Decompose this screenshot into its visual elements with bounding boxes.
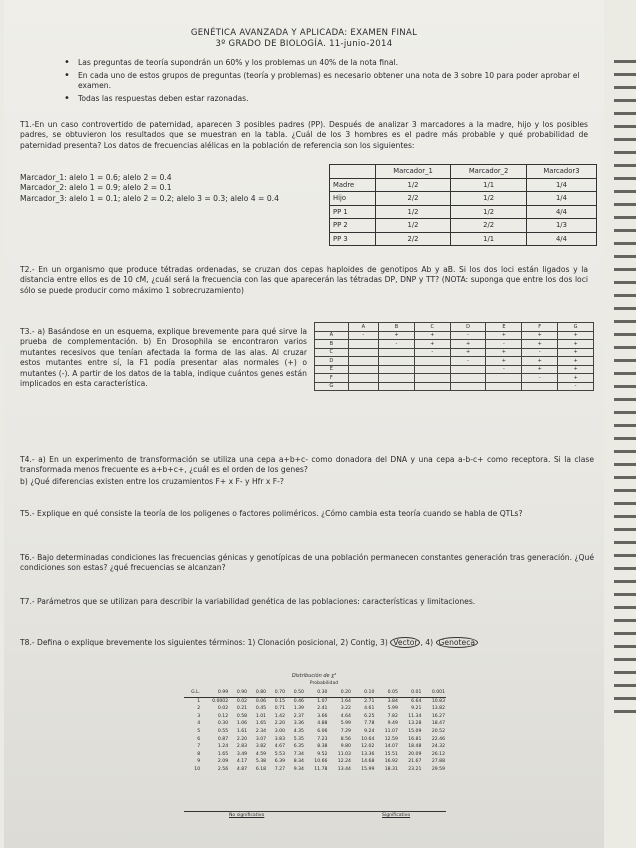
chi-value-cell: 18.47 (431, 721, 445, 727)
complementation-cell (522, 382, 558, 391)
paternity-cell: 1/4 (526, 178, 596, 192)
complementation-cell: + (486, 357, 522, 366)
complementation-row-label: C (315, 348, 349, 357)
chi-row (184, 728, 446, 736)
paternity-row (330, 232, 597, 246)
chi-row (184, 758, 446, 766)
complementation-cell: + (558, 340, 594, 349)
complementation-header-cell: C (414, 323, 450, 332)
complementation-row-label: E (315, 365, 349, 374)
complementation-row (315, 374, 594, 383)
t8-prefix: T8.- Defina o explique brevemente los siguientes términos: 1) Clonación posicional, 2) Contig, 3) (20, 638, 391, 647)
chi-df-cell: 8 (197, 751, 201, 757)
allele-frequencies (20, 173, 305, 204)
paternity-cell: 1/3 (526, 219, 596, 233)
chi-row (184, 720, 446, 728)
chi-value-cell: 9.34 (293, 766, 304, 772)
chi-df-cell: 3 (197, 713, 201, 719)
question-t2-text: T2.- En un organismo que produce tétradas ordenadas, se cruzan dos cepas haploides de genotipos Ab y aB. Si los dos loci están ligados y la distancia entre ellos es de 10 cM, ¿cuál será la frecuencia con las que aparecerán las tétradas DP, DNP y TT? (NOTA: suponga que entre los dos loci sólo se puede producir como máximo 1 sobrecruzamiento) (20, 265, 588, 295)
chi-row (184, 766, 446, 774)
chi-value-cell: 16.27 (431, 713, 445, 719)
complementation-header-row (315, 323, 594, 332)
chi-value-cell: 15.99 (361, 766, 375, 772)
chi-value-cell: 26.12 (431, 751, 445, 757)
complementation-row-label: G (315, 382, 349, 391)
chi-value-cell: 9.49 (387, 721, 398, 727)
complementation-cell (414, 357, 450, 366)
header-marker-2: Marcador_2 (451, 165, 527, 179)
complementation-cell: - (522, 348, 558, 357)
chi-value-cell: 13.28 (408, 721, 422, 727)
chi-value-cell: 0.15 (274, 698, 285, 704)
header-marker-1: Marcador_1 (375, 165, 451, 179)
paternity-cell: 1/2 (375, 219, 451, 233)
complementation-row (315, 365, 594, 374)
chi-header-cell: G.L. (184, 689, 201, 697)
chi-value-cell: 0.02 (217, 706, 229, 712)
chi-value-cell: 12.59 (384, 736, 398, 742)
t8-separator: , 4) (420, 638, 436, 647)
complementation-cell: + (414, 331, 450, 340)
complementation-cell: + (379, 331, 415, 340)
paternity-row (330, 192, 597, 206)
chi-value-cell: 6.64 (411, 698, 422, 704)
complementation-cell: - (486, 340, 522, 349)
chi-value-cell: 2.20 (274, 721, 285, 727)
complementation-cell (348, 374, 378, 383)
t8-term-vector-circled: Vector (390, 637, 420, 648)
paternity-row-label: Madre (330, 178, 376, 192)
chi-header-cell: 0.01 (399, 689, 422, 697)
question-t1-text: T1.-En un caso controvertido de paternidad, aparecen 3 posibles padres (PP). Después de analizar 3 marcadores a la madre, hijo y los posibles padres, se obtuvieron los resultados que se muestran en la tabla. ¿Cuál de los 3 hombres es el padre más probable y qué probabilidad de paternidad presenta? Los datos de frecuencias alélicas en la población de referencia son los siguientes: (20, 120, 588, 150)
complementation-cell: + (522, 340, 558, 349)
chi-value-cell: 4.67 (274, 744, 285, 750)
chi-value-cell: 6.06 (317, 728, 328, 734)
paternity-header-row (330, 165, 597, 179)
question-t6-text: T6.- Bajo determinadas condiciones las frecuencias génicas y genotípicas de una población permanecen constantes generación tras generación. ¿Qué condiciones son estas? ¿qué frecuencias se alcanzan? (20, 553, 594, 573)
header-blank (330, 165, 376, 179)
chi-header-cell: 0.05 (375, 689, 398, 697)
chi-header-cell: 0.50 (286, 689, 305, 697)
chi-value-cell: 5.99 (340, 721, 351, 727)
chi-value-cell: 10.64 (361, 736, 375, 742)
chi-value-cell: 2.20 (236, 736, 248, 742)
chi-value-cell: 3.66 (317, 713, 328, 719)
chi-value-cell: 1.06 (236, 721, 248, 727)
exam-sheet (4, 0, 604, 848)
paternity-cell: 1/1 (451, 232, 527, 246)
chi-row (184, 743, 446, 751)
paternity-row-label: PP 1 (330, 205, 376, 219)
complementation-row (315, 348, 594, 357)
instruction-1: • Las preguntas de teoría supondrán un 60% y los problemas un 40% de la nota final. (64, 58, 583, 68)
complementation-cell (414, 365, 450, 374)
chi-value-cell: 3.84 (387, 698, 398, 704)
chi-value-cell: 20.09 (408, 751, 422, 757)
complementation-cell: + (558, 331, 594, 340)
chi-value-cell: 23.21 (408, 766, 422, 772)
chi-value-cell: 14.07 (384, 744, 398, 750)
chi-value-cell: 13.36 (361, 751, 375, 757)
chi-row (184, 713, 446, 721)
complementation-cell: + (414, 340, 450, 349)
chi-value-cell: 9.21 (411, 706, 422, 712)
complementation-row (315, 382, 594, 391)
chi-value-cell: 3.22 (340, 706, 351, 712)
chi-table-title: Distribución de χ² (291, 673, 337, 679)
notebook-spiral-edge (614, 60, 636, 720)
instruction-3: • Todas las respuestas deben estar razonadas. (64, 94, 583, 104)
chi-footer-not-significant: No significativo (229, 813, 265, 818)
chi-df-cell: 7 (197, 744, 201, 750)
chi-value-cell: 3.00 (274, 728, 285, 734)
question-t8-text (20, 638, 604, 648)
complementation-cell (379, 348, 415, 357)
complementation-header-cell: B (379, 323, 415, 332)
chi-value-cell: 22.46 (431, 736, 445, 742)
chi-value-cell: 5.35 (293, 736, 304, 742)
complementation-cell (379, 382, 415, 391)
complementation-cell: + (450, 348, 486, 357)
complementation-cell (450, 365, 486, 374)
chi-row (184, 705, 446, 713)
question-t3-text: T3.- a) Basándose en un esquema, explique brevemente para qué sirve la prueba de complementación. b) En Drosophila se encontraron varios mutantes recesivos que tenían afectada la forma de las alas. Al cruzar estos mutantes entre sí, la F1 podía presentar alas normales (+) o mutantes (-). A partir de los datos de la tabla, indique cuántos genes están implicados en esta característica. (20, 327, 307, 389)
chi-value-cell: 14.68 (361, 759, 375, 765)
chi-df-cell: 4 (197, 721, 201, 727)
chi-value-cell: 3.49 (236, 751, 248, 757)
paternity-cell: 1/2 (375, 205, 451, 219)
chi-footer-significant: Significativo (382, 813, 411, 818)
complementation-cell (348, 382, 378, 391)
chi-value-cell: 11.07 (384, 728, 398, 734)
chi-value-cell: 6.25 (364, 713, 375, 719)
chi-value-cell: 9.24 (364, 728, 375, 734)
freq-marker-3: Marcador_3: alelo 1 = 0.1; alelo 2 = 0.2; alelo 3 = 0.3; alelo 4 = 0.4 (20, 193, 279, 203)
complementation-cell: + (558, 348, 594, 357)
chi-header-cell: 0.80 (248, 689, 267, 697)
chi-value-cell: 4.35 (293, 728, 304, 734)
complementation-cell: + (486, 331, 522, 340)
complementation-cell (414, 382, 450, 391)
complementation-row (315, 331, 594, 340)
complementation-cell (348, 357, 378, 366)
header-marker-3: Marcador3 (526, 165, 596, 179)
chi-prob-label: Probabilidad (309, 681, 339, 686)
complementation-cell (348, 365, 378, 374)
chi-value-cell: 12.02 (361, 744, 375, 750)
chi-value-cell: 2.83 (236, 744, 248, 750)
chi-value-cell: 6.39 (274, 759, 285, 765)
chi-value-cell: 29.59 (431, 766, 445, 772)
chi-value-cell: 1.61 (236, 728, 248, 734)
chi-value-cell: 2.37 (293, 713, 304, 719)
chi-value-cell: 10.66 (314, 759, 328, 765)
chi-value-cell: 2.34 (255, 728, 267, 734)
chi-header-cell: 0.10 (352, 689, 375, 697)
chi-value-cell: 1.24 (217, 744, 229, 750)
chi-value-cell: 4.61 (364, 706, 375, 712)
complementation-cell: - (450, 331, 486, 340)
complementation-row-label: F (315, 374, 349, 383)
chi-df-cell: 2 (197, 706, 201, 712)
complementation-cell: - (558, 382, 594, 391)
complementation-cell (450, 374, 486, 383)
chi-df-cell: 6 (197, 736, 201, 742)
chi-value-cell: 5.53 (274, 751, 285, 757)
paternity-cell: 1/2 (451, 205, 527, 219)
chi-value-cell: 0.21 (236, 706, 248, 712)
complementation-row-label: B (315, 340, 349, 349)
chi-header-cell: 0.99 (201, 689, 229, 697)
paternity-row (330, 205, 597, 219)
chi-value-cell: 15.51 (384, 751, 398, 757)
complementation-cell: - (450, 357, 486, 366)
chi-value-cell: 27.88 (431, 759, 445, 765)
chi-header-cell: 0.30 (305, 689, 328, 697)
chi-value-cell: 0.55 (217, 728, 229, 734)
chi-value-cell: 5.38 (255, 759, 267, 765)
instruction-2: • En cada uno de estos grupos de preguntas (teoría y problemas) es necesario obtener una nota de 3 sobre 10 para poder aprobar el examen. (64, 71, 583, 92)
complementation-table (314, 322, 594, 391)
paternity-row-label: Hijo (330, 192, 376, 206)
complementation-cell (450, 382, 486, 391)
exam-title: GENÉTICA AVANZADA Y APLICADA: EXAMEN FINAL (190, 28, 418, 38)
chi-value-cell: 4.59 (255, 751, 267, 757)
chi-value-cell: 1.65 (255, 721, 267, 727)
chi-value-cell: 0.46 (293, 698, 304, 704)
chi-value-cell: 1.64 (340, 698, 351, 704)
chi-header-row (184, 689, 446, 697)
paternity-cell: 2/2 (451, 219, 527, 233)
chi-footer-divider (184, 811, 446, 812)
chi-df-cell: 9 (197, 759, 201, 765)
paternity-cell: 1/4 (526, 192, 596, 206)
t8-term-genoteca-circled: Genoteca (436, 637, 479, 648)
complementation-cell (379, 365, 415, 374)
complementation-cell (486, 374, 522, 383)
complementation-cell (348, 340, 378, 349)
chi-value-cell: 8.56 (340, 736, 351, 742)
chi-value-cell: 9.80 (340, 744, 351, 750)
chi-value-cell: 7.27 (274, 766, 285, 772)
complementation-cell: - (379, 340, 415, 349)
paternity-row (330, 219, 597, 233)
chi-header-cell: 0.90 (229, 689, 248, 697)
chi-value-cell: 0.71 (274, 706, 285, 712)
chi-value-cell: 16.92 (384, 759, 398, 765)
chi-header-cell: 0.70 (267, 689, 286, 697)
chi-value-cell: 11.78 (314, 766, 328, 772)
chi-value-cell: 1.07 (317, 698, 328, 704)
complementation-row (315, 340, 594, 349)
complementation-header-cell: D (450, 323, 486, 332)
chi-value-cell: 1.01 (255, 713, 267, 719)
complementation-header-cell: F (522, 323, 558, 332)
complementation-cell: + (558, 365, 594, 374)
complementation-header-cell (315, 323, 349, 332)
chi-value-cell: 2.41 (317, 706, 328, 712)
complementation-cell: - (348, 331, 378, 340)
complementation-cell (486, 382, 522, 391)
paternity-row-label: PP 3 (330, 232, 376, 246)
chi-value-cell: 0.0002 (212, 698, 229, 704)
complementation-cell (414, 374, 450, 383)
chi-value-cell: 7.29 (340, 728, 351, 734)
question-t5-text: T5.- Explique en qué consiste la teoría de los poligenes o factores poliméricos. ¿Cómo cambia esta teoría cuando se habla de QTLs? (20, 509, 523, 518)
complementation-cell: + (522, 365, 558, 374)
chi-value-cell: 18.48 (408, 744, 422, 750)
chi-header-cell: 0.001 (422, 689, 446, 697)
chi-value-cell: 8.34 (293, 759, 304, 765)
chi-value-cell: 16.81 (408, 736, 422, 742)
complementation-cell: + (486, 348, 522, 357)
complementation-row (315, 357, 594, 366)
chi-df-cell: 10 (194, 766, 201, 772)
chi-value-cell: 2.09 (217, 759, 229, 765)
freq-marker-1: Marcador_1: alelo 1 = 0.6; alelo 2 = 0.4 (20, 173, 172, 182)
chi-value-cell: 3.07 (255, 736, 267, 742)
chi-value-cell: 9.52 (317, 751, 328, 757)
complementation-cell: + (522, 357, 558, 366)
chi-row (184, 697, 446, 705)
question-t7-text: T7.- Parámetros que se utilizan para describir la variabilidad genética de las poblaciones: características y limitaciones. (20, 597, 476, 606)
complementation-cell: - (414, 348, 450, 357)
complementation-header-cell: E (486, 323, 522, 332)
complementation-cell: + (558, 357, 594, 366)
chi-value-cell: 1.65 (217, 751, 229, 757)
paternity-cell: 2/2 (375, 232, 451, 246)
chi-value-cell: 13.82 (431, 706, 445, 712)
chi-value-cell: 3.83 (274, 736, 285, 742)
chi-value-cell: 18.31 (384, 766, 398, 772)
chi-row (184, 751, 446, 759)
complementation-row-label: A (315, 331, 349, 340)
chi-value-cell: 7.34 (293, 751, 304, 757)
complementation-cell: - (486, 365, 522, 374)
question-t4b-text: b) ¿Qué diferencias existen entre los cruzamientos F+ x F- y Hfr x F-? (20, 477, 284, 486)
chi-value-cell: 10.83 (431, 698, 445, 704)
chi-value-cell: 5.99 (387, 706, 398, 712)
chi-value-cell: 0.12 (217, 713, 229, 719)
chi-df-cell: 1 (197, 698, 201, 704)
chi-value-cell: 7.78 (364, 721, 375, 727)
chi-value-cell: 12.24 (337, 759, 351, 765)
complementation-header-cell: G (558, 323, 594, 332)
chi-value-cell: 0.87 (217, 736, 229, 742)
chi-value-cell: 7.82 (387, 713, 398, 719)
chi-value-cell: 7.23 (317, 736, 328, 742)
paternity-row (330, 178, 597, 192)
complementation-cell: + (522, 331, 558, 340)
chi-value-cell: 2.56 (217, 766, 229, 772)
chi-value-cell: 8.38 (317, 744, 328, 750)
chi-value-cell: 11.03 (337, 751, 351, 757)
chi-value-cell: 20.52 (431, 728, 445, 734)
chi-square-table (184, 689, 446, 774)
chi-value-cell: 11.34 (408, 713, 422, 719)
chi-value-cell: 0.02 (236, 698, 248, 704)
complementation-cell (379, 374, 415, 383)
chi-value-cell: 15.09 (408, 728, 422, 734)
chi-value-cell: 0.45 (255, 706, 267, 712)
chi-value-cell: 4.64 (340, 713, 351, 719)
exam-subtitle: 3º GRADO DE BIOLOGÍA. 11-junio-2014 (215, 39, 393, 49)
paternity-cell: 4/4 (526, 205, 596, 219)
chi-value-cell: 0.06 (255, 698, 267, 704)
chi-value-cell: 21.67 (408, 759, 422, 765)
chi-value-cell: 0.58 (236, 713, 248, 719)
complementation-cell: + (558, 374, 594, 383)
complementation-cell: + (450, 340, 486, 349)
paternity-cell: 1/2 (375, 178, 451, 192)
complementation-row-label: D (315, 357, 349, 366)
chi-value-cell: 3.82 (255, 744, 267, 750)
paternity-table (329, 164, 597, 246)
chi-header-cell: 0.20 (328, 689, 351, 697)
freq-marker-2: Marcador_2: alelo 1 = 0.9; alelo 2 = 0.1 (20, 183, 172, 193)
complementation-cell (379, 357, 415, 366)
paternity-cell: 1/2 (451, 192, 527, 206)
complementation-header-cell: A (348, 323, 378, 332)
chi-value-cell: 24.32 (431, 744, 445, 750)
chi-value-cell: 4.87 (236, 766, 248, 772)
chi-df-cell: 5 (197, 728, 201, 734)
paternity-cell: 1/1 (451, 178, 527, 192)
chi-value-cell: 1.42 (274, 713, 285, 719)
paternity-cell: 4/4 (526, 232, 596, 246)
chi-value-cell: 2.71 (364, 698, 375, 704)
chi-value-cell: 6.18 (255, 766, 267, 772)
chi-value-cell: 13.44 (337, 766, 351, 772)
paternity-row-label: PP 2 (330, 219, 376, 233)
complementation-cell: - (522, 374, 558, 383)
complementation-cell (348, 348, 378, 357)
chi-value-cell: 0.30 (217, 721, 229, 727)
chi-value-cell: 3.36 (293, 721, 304, 727)
chi-value-cell: 6.35 (293, 744, 304, 750)
question-t4a-text: T4.- a) En un experimento de transformación se utiliza una cepa a+b+c- como donadora del DNA y una cepa a-b-c+ como receptora. Si la clase transformada menos frecuente es a+b+c+, ¿cuál es el orden de los genes? (20, 455, 594, 475)
chi-row (184, 736, 446, 744)
chi-value-cell: 4.88 (317, 721, 328, 727)
paternity-cell: 2/2 (375, 192, 451, 206)
chi-value-cell: 4.17 (236, 759, 248, 765)
chi-value-cell: 1.39 (293, 706, 304, 712)
